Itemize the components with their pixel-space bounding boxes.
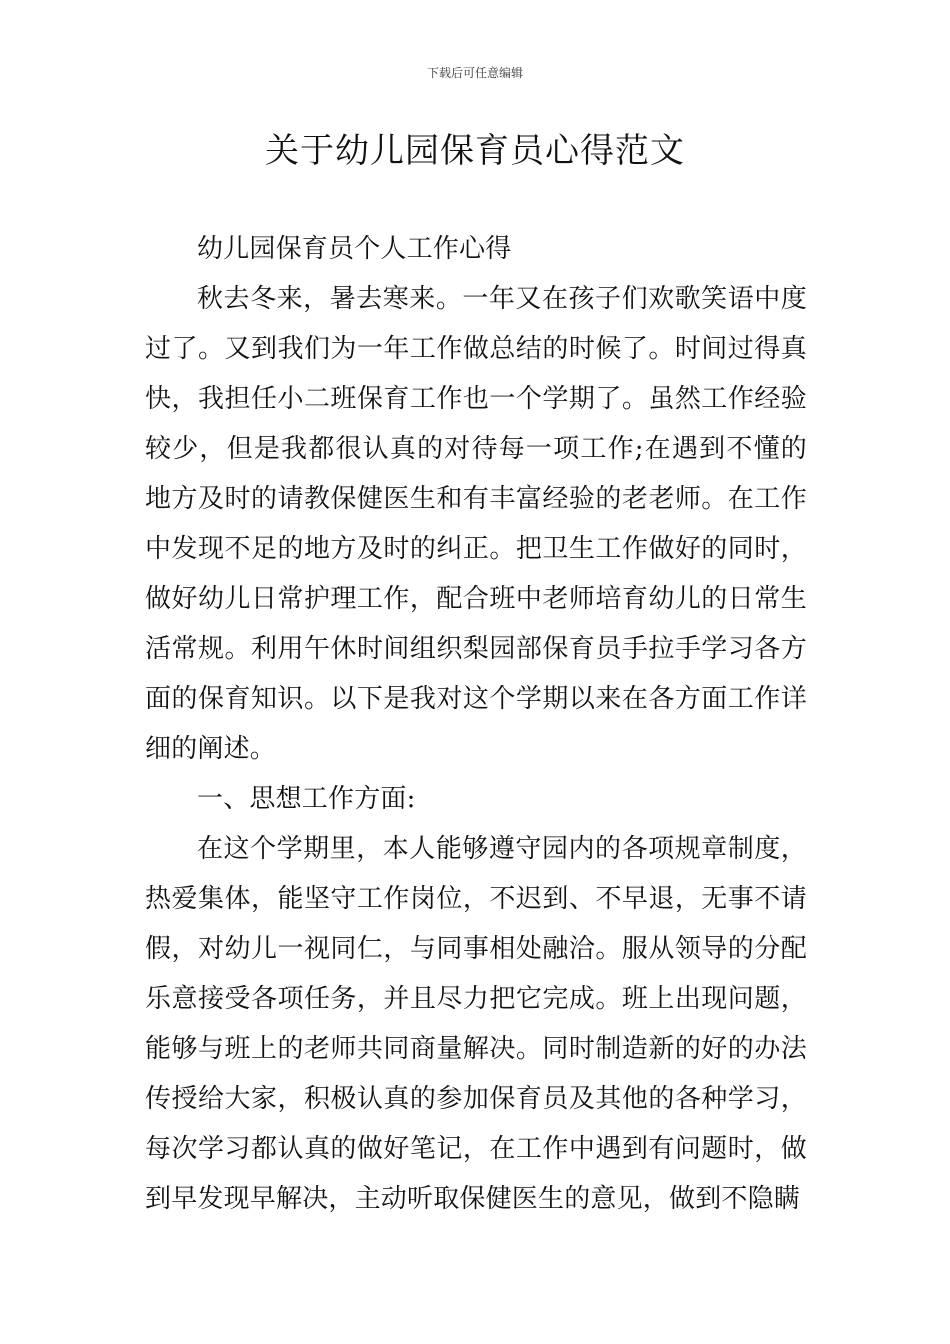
section-heading-ideology: 一、思想工作方面: [197,784,416,814]
body-paragraph-ideology: 在这个学期里，本人能够遵守园内的各项规章制度，热爱集体，能坚守工作岗位，不迟到、不早退，无事不请假，对幼儿一视同仁，与同事相处融洽。服从领导的分配乐意接受各项任务，并且尽力把它完成。班上出现问题，能够与班上的老师共同商量解决。同时制造新的好的办法传授给大家，积极认真的参加保育员及其他的各种学习，每次学习都认真的做好笔记，在工作中遇到有问题时，做到早发现早解决，主动听取保健医生的意见，做到不隐瞒 [145,834,807,1214]
body-paragraph-intro: 秋去冬来，暑去寒来。一年又在孩子们欢歌笑语中度过了。又到我们为一年工作做总结的时候了。时间过得真快，我担任小二班保育工作也一个学期了。虽然工作经验较少，但是我都很认真的对待每一项工作;在遇到不懂的地方及时的请教保健医生和有丰富经验的老老师。在工作中发现不足的地方及时的纠正。把卫生工作做好的同时，做好幼儿日常护理工作，配合班中老师培育幼儿的日常生活常规。利用午休时间组织梨园部保育员手拉手学习各方面的保育知识。以下是我对这个学期以来在各方面工作详细的阐述。 [145,284,807,764]
section-subtitle: 幼儿园保育员个人工作心得 [197,234,512,264]
page-header-note: 下载后可任意编辑 [426,66,523,80]
document-title: 关于幼儿园保育员心得范文 [265,131,685,171]
document-body [145,224,807,1224]
